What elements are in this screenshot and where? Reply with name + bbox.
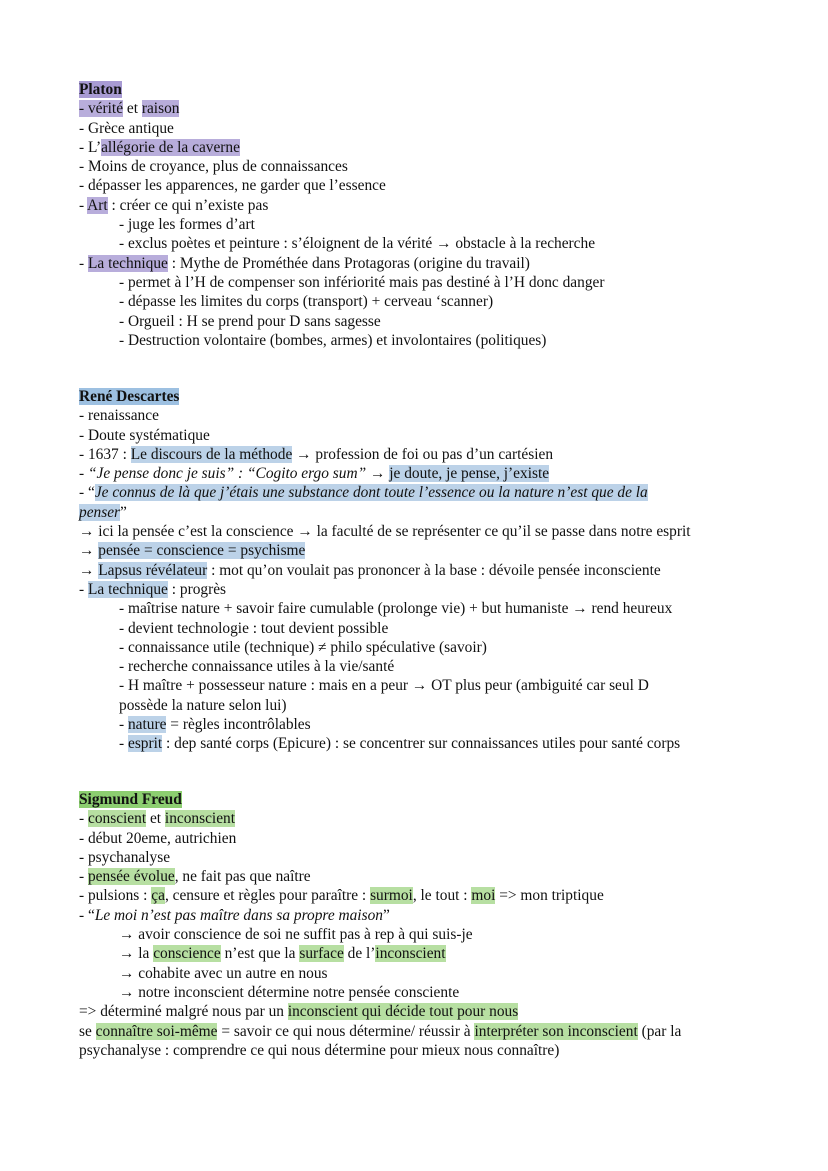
platon-line-6: - Art : créer ce qui n’existe pas — [79, 196, 269, 214]
descartes-line-16: possède la nature selon lui) — [119, 696, 287, 714]
descartes-line-4: - “Je pense donc je suis” : “Cogito ergo sum” → je doute, je pense, j’existe — [79, 465, 550, 483]
section-platon — [79, 80, 779, 350]
descartes-line-18: - esprit : dep santé corps (Epicure) : se concentrer sur connaissances utiles pour santé corps — [119, 735, 681, 753]
platon-line-11: - dépasse les limites du corps (transport) + cerveau ‘scanner) — [119, 293, 494, 311]
descartes-title: René Descartes — [79, 388, 180, 405]
descartes-line-14: - recherche connaissance utiles à la vie/santé — [119, 658, 395, 676]
platon-line-13: - Destruction volontaire (bombes, armes) et involontaires (politiques) — [119, 331, 547, 349]
descartes-line-9: → Lapsus révélateur : mot qu’on voulait pas prononcer à la base : dévoile pensée inconsciente — [79, 561, 661, 579]
platon-line-1: - vérité et raison — [79, 100, 180, 118]
descartes-line-6: penser” — [79, 503, 127, 521]
freud-line-5: - pulsions : ça, censure et règles pour paraître : surmoi, le tout : moi => mon triptique — [79, 887, 604, 905]
freud-line-6: - “Le moi n’est pas maître dans sa propre maison” — [79, 906, 390, 924]
platon-line-3: - L’allégorie de la caverne — [79, 138, 240, 156]
freud-line-7: → avoir conscience de soi ne suffit pas à rep à qui suis-je — [119, 926, 473, 944]
descartes-line-3: - 1637 : Le discours de la méthode → profession de foi ou pas d’un cartésien — [79, 445, 554, 463]
platon-line-5: - dépasser les apparences, ne garder que l’essence — [79, 177, 386, 195]
descartes-line-10: - La technique : progrès — [79, 580, 227, 598]
section-freud — [79, 790, 819, 1060]
freud-line-9: → cohabite avec un autre en nous — [119, 964, 328, 982]
platon-title: Platon — [79, 81, 122, 98]
platon-line-8: - exclus poètes et peinture : s’éloignent de la vérité → obstacle à la recherche — [119, 235, 596, 253]
platon-line-2: - Grèce antique — [79, 119, 174, 137]
descartes-line-5: - “Je connus de là que j’étais une substance dont toute l’essence ou la nature n’est que de la — [79, 484, 648, 502]
freud-line-1: - conscient et inconscient — [79, 810, 236, 828]
descartes-line-12: - devient technologie : tout devient possible — [119, 619, 389, 637]
descartes-line-13: - connaissance utile (technique) ≠ philo spéculative (savoir) — [119, 638, 487, 656]
descartes-line-2: - Doute systématique — [79, 426, 210, 444]
freud-line-4: - pensée évolue, ne fait pas que naître — [79, 868, 311, 886]
descartes-line-17: - nature = règles incontrôlables — [119, 716, 311, 734]
freud-line-8: → la conscience n’est que la surface de l’inconscient — [119, 945, 446, 963]
descartes-line-11: - maîtrise nature + savoir faire cumulable (prolonge vie) + but humaniste → rend heureux — [119, 600, 673, 618]
platon-line-9: - La technique : Mythe de Prométhée dans Protagoras (origine du travail) — [79, 254, 530, 272]
freud-line-12: se connaître soi-même = savoir ce qui nous détermine/ réussir à interpréter son inconscient (par la — [79, 1022, 682, 1040]
descartes-line-15: - H maître + possesseur nature : mais en a peur → OT plus peur (ambiguité car seul D — [119, 677, 649, 695]
descartes-line-7: → ici la pensée c’est la conscience → la faculté de se représenter ce qu’il se passe dans notre esprit — [79, 523, 691, 541]
freud-line-10: → notre inconscient détermine notre pensée consciente — [119, 983, 460, 1001]
freud-line-2: - début 20eme, autrichien — [79, 829, 237, 847]
platon-line-12: - Orgueil : H se prend pour D sans sagesse — [119, 312, 381, 330]
platon-line-10: - permet à l’H de compenser son infériorité mais pas destiné à l’H donc danger — [119, 273, 605, 291]
freud-title: Sigmund Freud — [79, 791, 182, 808]
platon-line-7: - juge les formes d’art — [119, 216, 255, 234]
freud-line-13: psychanalyse : comprendre ce qui nous détermine pour mieux nous connaître) — [79, 1041, 560, 1059]
freud-line-11: => déterminé malgré nous par un inconscient qui décide tout pour nous — [79, 1003, 519, 1021]
descartes-line-8: → pensée = conscience = psychisme — [79, 542, 306, 560]
platon-line-4: - Moins de croyance, plus de connaissances — [79, 158, 348, 176]
section-descartes — [79, 387, 819, 754]
descartes-line-1: - renaissance — [79, 407, 159, 425]
freud-line-3: - psychanalyse — [79, 848, 171, 866]
